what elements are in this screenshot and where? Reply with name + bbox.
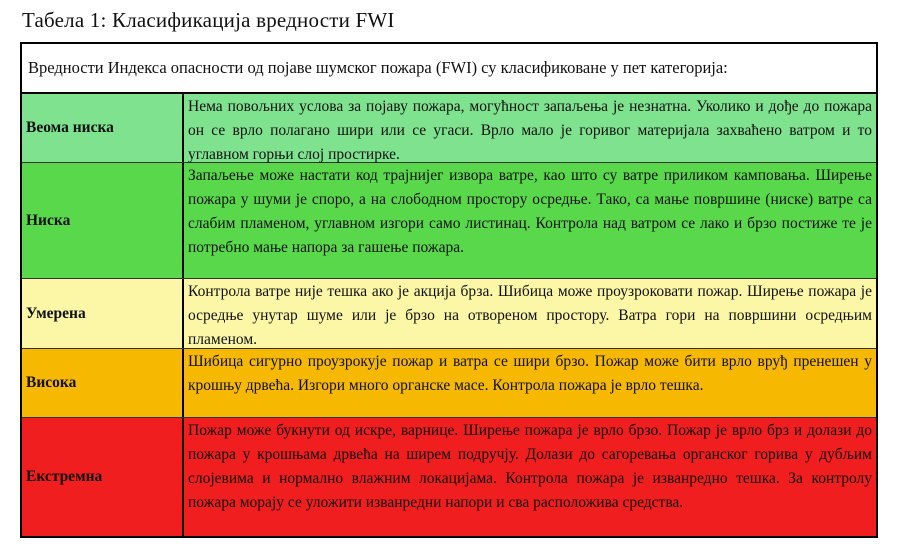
category-label: Ниска — [22, 163, 184, 278]
table-row-very-low — [22, 94, 876, 163]
table-row-high — [22, 349, 876, 418]
category-description: Нема повољних услова за појаву пожара, могућност запаљења је незнатна. Уколико и дође до пожара он се врло полагано шири или се угаси. Врло мало је горивог материјала захваћено ватром и то углавном горњи слој простирке. — [188, 98, 872, 163]
category-label: Веома ниска — [22, 94, 184, 162]
table-caption: Табела 1: Класификација вредности FWI — [22, 8, 395, 32]
fwi-classification-table — [20, 42, 878, 538]
category-description: Пожар може букнути од искре, варнице. Ширење пожара је врло брзо. Пожар је врло брз и долази до пожара у крошњама дрвећа на ширем подручју. Долази до сагоревања органског горива у дубљим слојевима и нормално влажним локацијама. Контрола пожара је изванредно тешка. За контролу пожара морају се уложити изванредни напори и сва расположива средства. — [188, 422, 872, 511]
table-row-moderate — [22, 279, 876, 349]
category-label: Висока — [22, 349, 184, 417]
category-description: Шибица сигурно проузрокује пожар и ватра се шири брзо. Пожар може бити врло вруђ пренешен у крошњу дрвећа. Изгори много органске масе. Контрола пожара је врло тешка. — [188, 353, 872, 394]
category-label: Умерена — [22, 279, 184, 348]
table-row-low — [22, 163, 876, 279]
category-description: Запаљење може настати код трајнијег извора ватре, као што су ватре приликом камповања. Ширење пожара у шуми је споро, а на слободном простору осредње. Тако, са мање површине (ниске) ватре са слабим пламеном, углавном изгори само листинац. Контрола над ватром се лако и брзо постиже те је потребно мање напора за гашење пожара. — [188, 167, 872, 256]
table-row-extreme — [22, 418, 876, 536]
table-intro: Вредности Индекса опасности од појаве шумског пожара (FWI) су класификоване у пет категорија: — [22, 44, 876, 94]
category-description: Контрола ватре није тешка ако је акција брза. Шибица може проузроковати пожар. Ширење пожара је осредње унутар шуме или је брзо на отвореном простору. Ватра гори на површини осредњим пламеном. — [188, 283, 872, 348]
category-label: Екстремна — [22, 418, 184, 536]
